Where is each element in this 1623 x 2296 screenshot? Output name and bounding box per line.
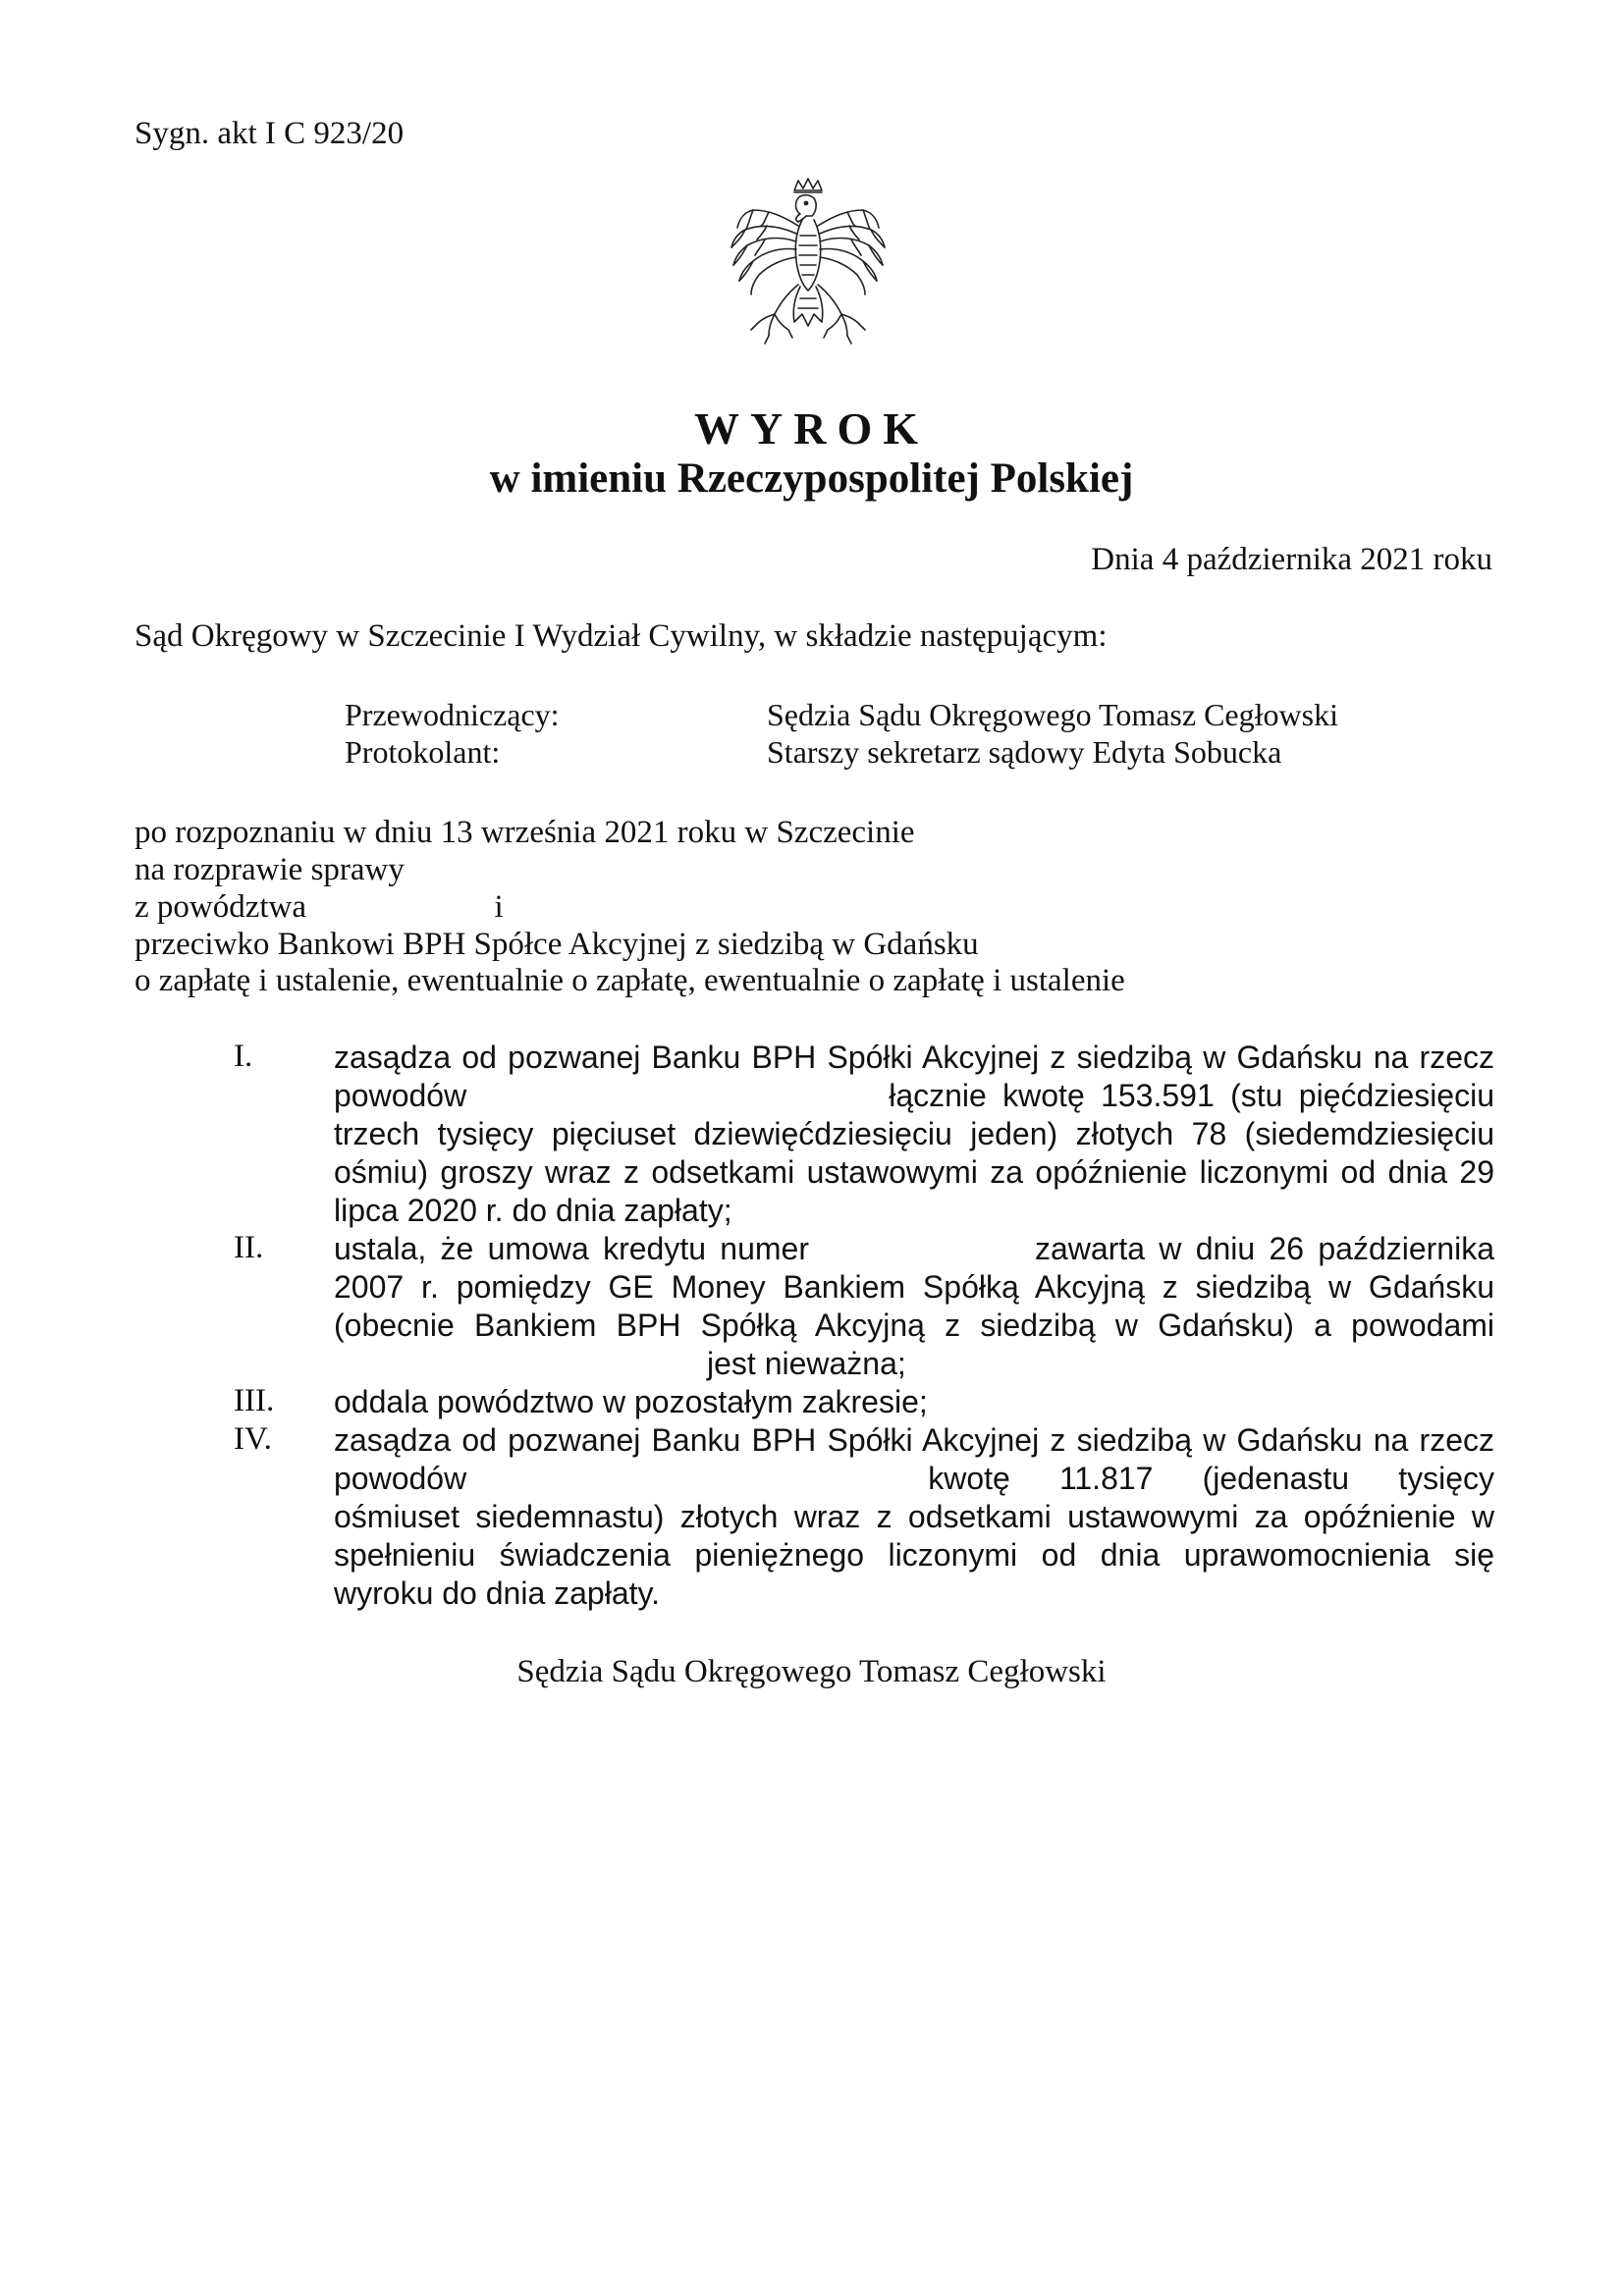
judge-signature: Sędzia Sądu Okręgowego Tomasz Cegłowski (516, 1654, 1107, 1689)
ruling-text (334, 1383, 1494, 1421)
judgment-date: Dnia 4 października 2021 roku (1091, 542, 1492, 577)
clerk-label: Protokolant: (345, 734, 501, 770)
ruling-text (334, 1230, 1494, 1383)
ruling-text-part: ustala, że umowa kredytu numer (334, 1231, 809, 1266)
clerk-value: Starszy sekretarz sądowy Edyta Sobucka (767, 734, 1282, 770)
ruling-text (334, 1039, 1494, 1230)
chair-value: Sędzia Sądu Okręgowego Tomasz Cegłowski (767, 697, 1338, 732)
ruling-numeral: I. (234, 1039, 253, 1074)
ruling-numeral: IV. (234, 1421, 272, 1457)
proceedings-plaintiff-prefix: z powództwa (135, 889, 307, 925)
proceedings-line-4: przeciwko Bankowi BPH Spółce Akcyjnej z siedzibą w Gdańsku (135, 927, 979, 962)
ruling-text-part: oddala powództwo w pozostałym zakresie; (334, 1384, 928, 1419)
judgment-title: WYROK (694, 403, 929, 454)
ruling-text-part: kwotę 11.817 (jedenastu tysięcy ośmiuset siedemnastu) złotych wraz z odsetkami ustawowymi za opóźnienie w spełnieniu świadczenia pieniężnego liczonymi od dnia uprawomocnienia się wyroku do dnia zapłaty. (334, 1461, 1494, 1611)
ruling-text-part: zawarta w dniu 26 października 2007 r. pomiędzy GE Money Bankiem Spółką Akcyjną z siedzibą w Gdańsku (obecnie Bankiem BPH Spółką Akcyjną z siedzibą w Gdańsku) a powodami (334, 1231, 1494, 1343)
chair-label: Przewodniczący: (345, 697, 560, 732)
proceedings-line-5: o zapłatę i ustalenie, ewentualnie o zapłatę, ewentualnie o zapłatę i ustalenie (135, 963, 1125, 998)
ruling-text (334, 1421, 1494, 1613)
polish-eagle-emblem-icon (710, 177, 906, 373)
court-composition-line: Sąd Okręgowy w Szczecinie I Wydział Cywilny, w składzie następującym: (135, 618, 1108, 654)
ruling-text-part: jest nieważna; (707, 1346, 906, 1381)
ruling-text-part: łącznie kwotę 153.591 (stu pięćdziesięciu trzech tysięcy pięciuset dziewięćdziesięciu jeden) złotych 78 (siedemdziesięciu ośmiu) groszy wraz z odsetkami ustawowymi za opóźnienie liczonymi od dnia 29 lipca 2020 r. do dnia zapłaty; (334, 1078, 1494, 1228)
proceedings-line-2: na rozprawie sprawy (135, 852, 405, 887)
judgment-subtitle: w imieniu Rzeczypospolitej Polskiej (489, 455, 1134, 502)
case-number: Sygn. akt I C 923/20 (135, 116, 405, 151)
proceedings-conjunction: i (494, 889, 504, 925)
proceedings-line-3 (135, 889, 504, 926)
ruling-numeral: III. (234, 1383, 275, 1418)
ruling-text-part: zasądza od pozwanej Banku BPH Spółki Akcyjnej z siedzibą w Gdańsku na rzecz powodów (334, 1040, 1494, 1113)
proceedings-line-1: po rozpoznaniu w dniu 13 września 2021 roku w Szczecinie (135, 815, 915, 850)
ruling-numeral: II. (234, 1230, 264, 1265)
ruling-text-part: zasądza od pozwanej Banku BPH Spółki Akcyjnej z siedzibą w Gdańsku na rzecz powodów (334, 1422, 1494, 1496)
